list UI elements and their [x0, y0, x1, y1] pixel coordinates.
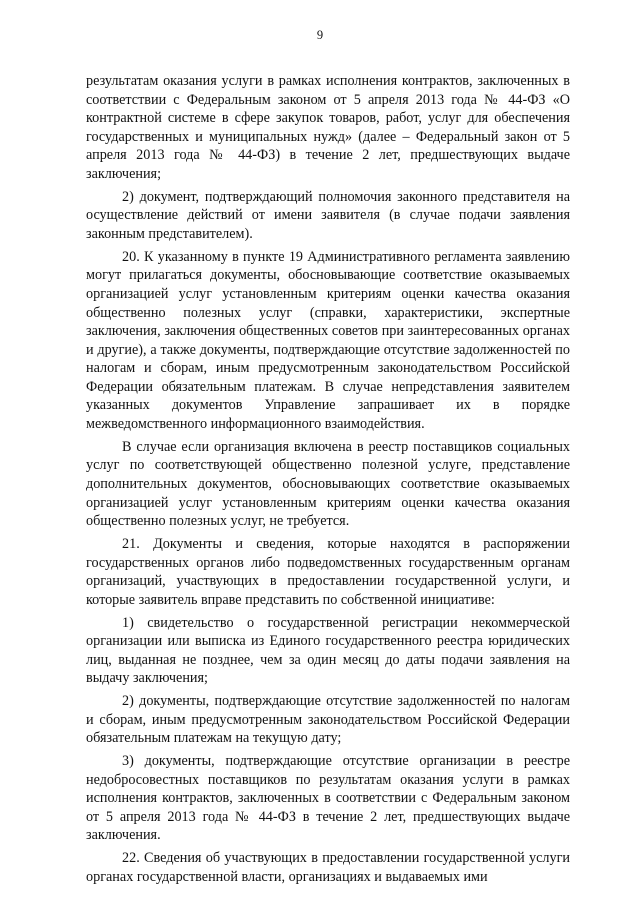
paragraph-section-21: 21. Документы и сведения, которые находятся в распоряжении государственных органов либо подведомственных государственным органам организаций, участвующих в предоставлении государственной услуги, и которые заявитель вправе представить по собственной инициативе:: [86, 536, 570, 608]
page-number: 9: [316, 28, 324, 42]
paragraph-item-2-tax-documents: 2) документы, подтверждающие отсутствие задолженностей по налогам и сборам, иным предусмотренным законодательством Российской Федерации обязательным платежам на текущую дату;: [86, 693, 570, 747]
paragraph-item-2-representative: 2) документ, подтверждающий полномочия законного представителя на осуществление действий от имени заявителя (в случае подачи заявления законным представителем).: [86, 188, 570, 242]
paragraph-item-1-certificate: 1) свидетельство о государственной регистрации некоммерческой организации или выписка из Единого государственного реестра юридических лиц, выданная не позднее, чем за один месяц до даты подачи заявления на выдачу заключения;: [86, 614, 570, 687]
paragraph-services-result: результатам оказания услуги в рамках исполнения контрактов, заключенных в соответствии с Федеральным законом от 5 апреля 2013 года № 44-ФЗ «О контрактной системе в сфере закупок товаров, работ, услуг для обеспечения государственных и муниципальных нужд» (далее – Федеральный закон от 5 апреля 2013 года № 44-ФЗ) в течение 2 лет, предшествующих выдаче заключения;: [86, 73, 570, 182]
document-body: [86, 72, 570, 891]
paragraph-item-3-registry-documents: 3) документы, подтверждающие отсутствие организации в реестре недобросовестных поставщиков по результатам оказания услуги в рамках исполнения контрактов, заключенных в соответствии с Федеральным законом от 5 апреля 2013 года № 44-ФЗ в течение 2 лет, предшествующих выдаче заключения.: [86, 753, 570, 844]
paragraph-section-20: 20. К указанному в пункте 19 Административного регламента заявлению могут прилагаться документы, обосновывающие соответствие оказываемых организацией услуг установленным критериям оценки качества оказания общественно полезных услуг (справки, характеристики, экспертные заключения, заключения общественных советов при заинтересованных органах и другие), а также документы, подтверждающие отсутствие задолженностей по налогам и сборам, иным предусмотренным законодательством Российской Федерации обязательным платежам. В случае непредставления заявителем указанных документов Управление запрашивает их в порядке межведомственного информационного взаимодействия.: [86, 248, 570, 433]
paragraph-section-22: 22. Сведения об участвующих в предоставлении государственной услуги органах государственной власти, организациях и выдаваемых ими: [86, 850, 570, 885]
paragraph-registry-exception: В случае если организация включена в реестр поставщиков социальных услуг по соответствующей общественно полезной услуге, представление дополнительных документов, обосновывающих соответствие оказываемых организацией услуг установленным критериям оценки качества оказания общественно полезных услуг, не требуется.: [86, 438, 570, 530]
